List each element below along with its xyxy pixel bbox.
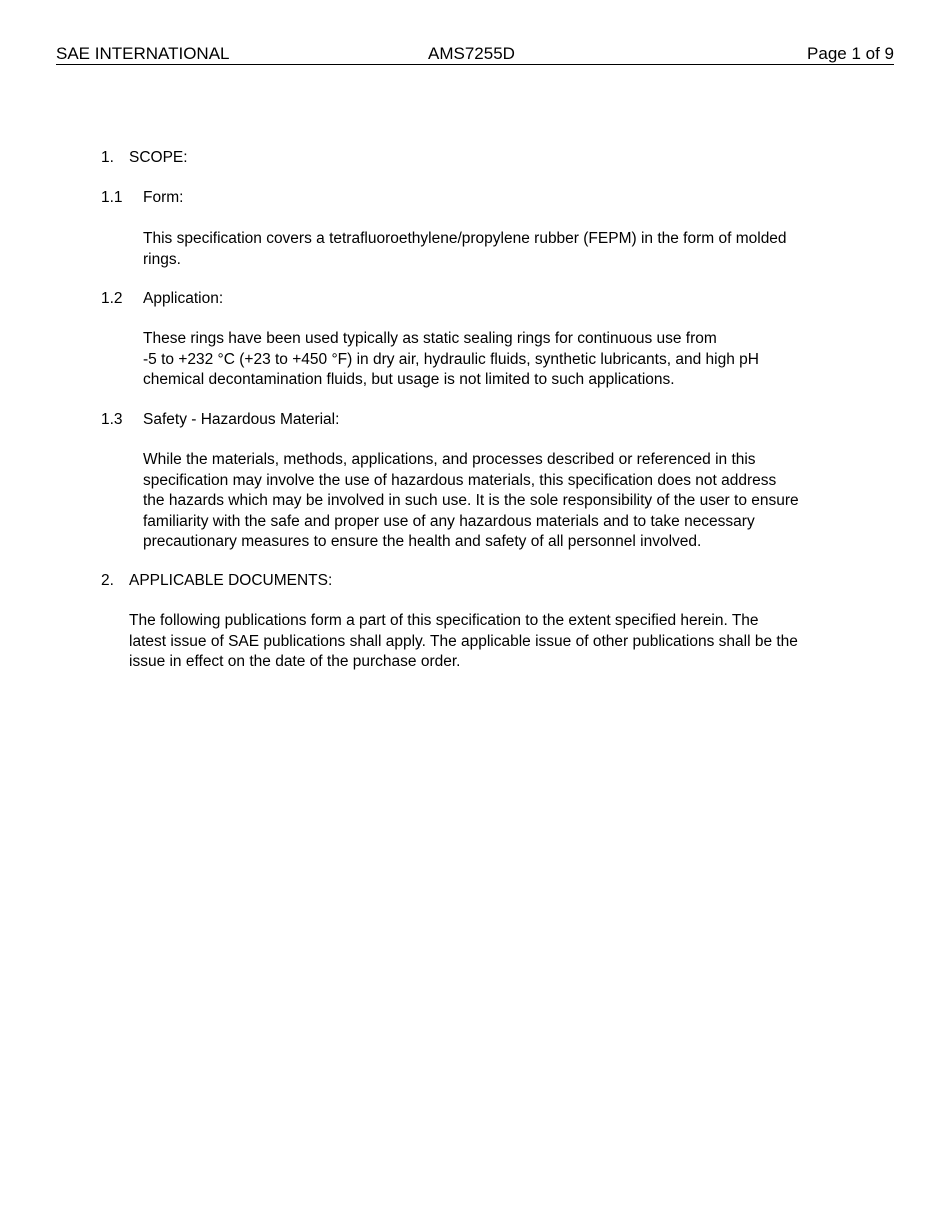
paragraph-line: The following publications form a part of this specification to the extent specified herein. The	[129, 612, 759, 629]
paragraph-line: rings.	[143, 250, 181, 268]
section-1-1-paragraph	[143, 229, 787, 270]
section-1-1-title: Form:	[143, 189, 184, 206]
paragraph-line: These rings have been used typically as static sealing rings for continuous use from	[143, 330, 717, 347]
section-1-1-number: 1.1	[101, 189, 123, 206]
paragraph-line: familiarity with the safe and proper use of any hazardous materials and to take necessary	[143, 512, 755, 530]
section-1-title: SCOPE:	[129, 149, 188, 166]
section-1-2-title: Application:	[143, 290, 224, 307]
section-1-2-paragraph	[143, 329, 759, 391]
page-header	[56, 44, 894, 65]
section-2-number: 2.	[101, 572, 114, 589]
paragraph-line: latest issue of SAE publications shall apply. The applicable issue of other publications shall be the	[129, 632, 798, 650]
paragraph-line: chemical decontamination fluids, but usage is not limited to such applications.	[143, 371, 675, 388]
header-page-number: Page 1 of 9	[807, 44, 894, 63]
paragraph-line: precautionary measures to ensure the health and safety of all personnel involved.	[143, 533, 702, 550]
paragraph-line: specification may involve the use of hazardous materials, this specification does not address	[143, 471, 777, 489]
section-1-number: 1.	[101, 149, 114, 166]
header-document-id: AMS7255D	[428, 44, 515, 63]
paragraph-line: This specification covers a tetrafluoroethylene/propylene rubber (FEPM) in the form of molded	[143, 230, 787, 247]
paragraph-line: issue in effect on the date of the purchase order.	[129, 653, 461, 670]
section-1-3-number: 1.3	[101, 411, 123, 428]
section-2-title: APPLICABLE DOCUMENTS:	[129, 572, 333, 589]
header-organization: SAE INTERNATIONAL	[56, 44, 230, 63]
paragraph-line: While the materials, methods, applications, and processes described or referenced in this	[143, 451, 756, 468]
section-1-3-paragraph	[143, 450, 799, 553]
section-1-3-title: Safety - Hazardous Material:	[143, 411, 340, 428]
paragraph-line: -5 to +232 °C (+23 to +450 °F) in dry air, hydraulic fluids, synthetic lubricants, and high pH	[143, 350, 759, 368]
section-2-paragraph	[129, 611, 798, 673]
paragraph-line: the hazards which may be involved in such use. It is the sole responsibility of the user to ensure	[143, 492, 799, 509]
section-1-2-number: 1.2	[101, 290, 123, 307]
